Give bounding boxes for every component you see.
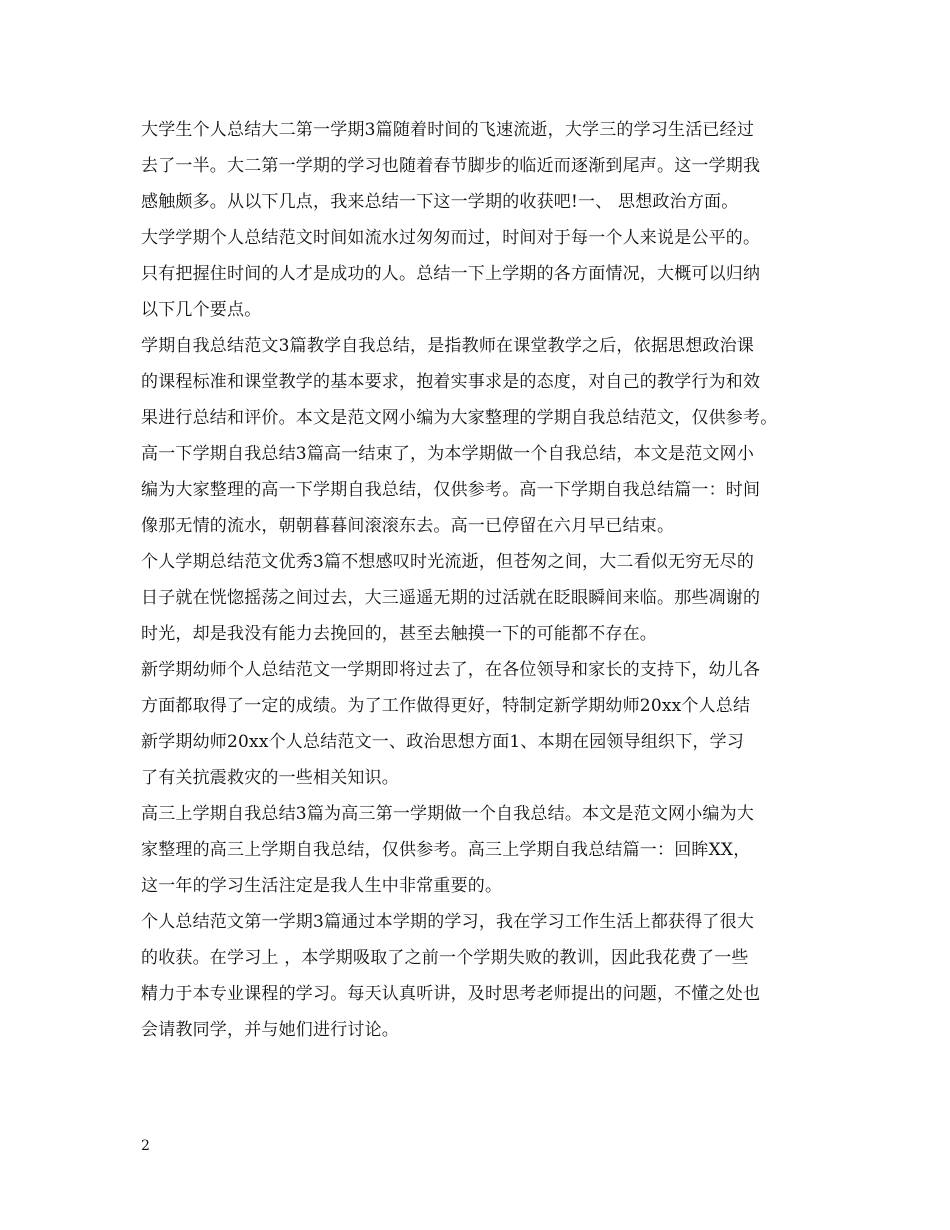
text-line: 果进行总结和评价。本文是范文网小编为大家整理的学期自我总结范文，仅供参考。 (141, 408, 778, 428)
text-line: 个人总结范文第一学期3篇通过本学期的学习，我在学习工作生活上都获得了很大 (141, 912, 755, 932)
text-line: 高三上学期自我总结3篇为高三第一学期做一个自我总结。本文是范文网小编为大 (141, 804, 755, 824)
text-line: 像那无情的流水，朝朝暮暮间滚滚东去。高一已停留在六月早已结束。 (141, 516, 675, 536)
text-line: 家整理的高三上学期自我总结，仅供参考。高三上学期自我总结篇一：回眸XX， (141, 840, 751, 860)
document-body (141, 112, 821, 1048)
text-line: 精力于本专业课程的学习。每天认真听讲，及时思考老师提出的问题，不懂之处也 (141, 984, 761, 1004)
text-line: 编为大家整理的高一下学期自我总结，仅供参考。高一下学期自我总结篇一：时间 (141, 480, 761, 500)
text-line: 学期自我总结范文3篇教学自我总结，是指教师在课堂教学之后，依据思想政治课 (141, 336, 755, 356)
text-line: 大学生个人总结大二第一学期3篇随着时间的飞速流逝，大学三的学习生活已经过 (141, 120, 755, 140)
text-line: 去了一半。大二第一学期的学习也随着春节脚步的临近而逐渐到尾声。这一学期我 (141, 156, 761, 176)
page-number: 2 (141, 1138, 150, 1154)
text-line: 感触颇多。从以下几点，我来总结一下这一学期的收获吧!一、 思想政治方面。 (141, 192, 739, 212)
text-line: 以下几个要点。 (141, 300, 262, 320)
text-line: 新学期幼师个人总结范文一学期即将过去了，在各位领导和家长的支持下，幼儿各 (141, 660, 761, 680)
text-line: 方面都取得了一定的成绩。为了工作做得更好，特制定新学期幼师20xx个人总结 (141, 696, 751, 716)
text-line: 的课程标准和课堂教学的基本要求，抱着实事求是的态度，对自己的教学行为和效 (141, 372, 761, 392)
text-line: 大学学期个人总结范文时间如流水过匆匆而过，时间对于每一个人来说是公平的。 (141, 228, 761, 248)
text-line: 会请教同学，并与她们进行讨论。 (141, 1020, 399, 1040)
text-line: 这一年的学习生活注定是我人生中非常重要的。 (141, 876, 503, 896)
text-line: 新学期幼师20xx个人总结范文一、政治思想方面1、本期在园领导组织下，学习 (141, 732, 745, 752)
text-line: 的收获。在学习上 ，本学期吸取了之前一个学期失败的教训，因此我花费了一些 (141, 948, 749, 968)
text-line: 时光，却是我没有能力去挽回的，甚至去触摸一下的可能都不存在。 (141, 624, 657, 644)
text-line: 了有关抗震救灾的一些相关知识。 (141, 768, 399, 788)
text-line: 个人学期总结范文优秀3篇不想感叹时光流逝，但苍匆之间，大二看似无穷无尽的 (141, 552, 755, 572)
text-line: 只有把握住时间的人才是成功的人。总结一下上学期的各方面情况，大概可以归纳 (141, 264, 761, 284)
text-line: 日子就在恍惚摇荡之间过去，大三遥遥无期的过活就在眨眼瞬间来临。那些凋谢的 (141, 588, 761, 608)
text-line: 高一下学期自我总结3篇高一结束了，为本学期做一个自我总结，本文是范文网小 (141, 444, 755, 464)
